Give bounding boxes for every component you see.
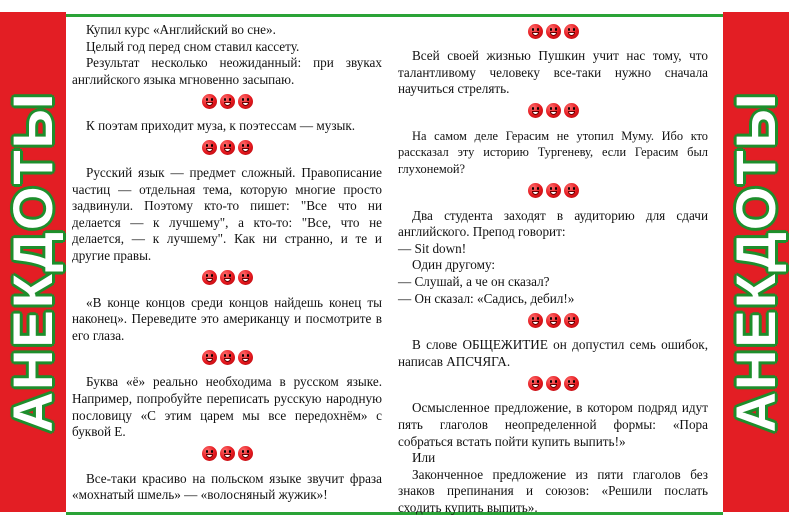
smiley-face-icon <box>220 270 235 285</box>
joke-text: К поэтам приходит муза, к поэтессам — музык. <box>86 118 356 134</box>
smiley-face-icon <box>238 270 253 285</box>
side-title-right: АНЕКДОТЫ <box>724 91 787 433</box>
joke-text: Осмысленное предложение, в котором подряд идут пять глаголов неопределенной формы: «Пора собраться встать пойти купить выпить!» <box>398 400 708 449</box>
smiley-separator <box>72 269 382 287</box>
smiley-face-icon <box>528 103 543 118</box>
smiley-face-icon <box>238 350 253 365</box>
smiley-face-icon <box>202 446 217 461</box>
smiley-face-icon <box>202 270 217 285</box>
joke-text: Все-таки красиво на польском языке звучит фраза «мохнатый шмель» — «волосняный жужик»! <box>72 470 382 503</box>
smiley-separator <box>398 102 708 120</box>
smiley-face-icon <box>546 103 561 118</box>
smiley-face-icon <box>546 183 561 198</box>
joke-text: Целый год перед сном ставил кассету. <box>86 38 300 54</box>
smiley-separator <box>398 374 708 392</box>
joke-text: Два студента заходят в аудиторию для сдачи английского. Препод говорит: <box>398 207 708 240</box>
smiley-separator <box>398 311 708 329</box>
smiley-separator <box>398 182 708 200</box>
smiley-face-icon <box>546 376 561 391</box>
smiley-face-icon <box>220 140 235 155</box>
smiley-face-icon <box>564 24 579 39</box>
right-side-banner <box>723 12 789 512</box>
smiley-face-icon <box>238 446 253 461</box>
top-green-line <box>66 14 723 17</box>
smiley-face-icon <box>564 103 579 118</box>
joke-text: Русский язык — предмет сложный. Правописание частиц — отдельная тема, которую многие просто задвинули. Поэтому кто-то пишет: "Все что ни делается — к лучшему", а кто-то: "Все, что не делается, — к лучшему". Как ни странно, и те и другие правы. <box>72 164 382 263</box>
smiley-separator <box>72 445 382 463</box>
smiley-face-icon <box>564 376 579 391</box>
smiley-face-icon <box>528 24 543 39</box>
joke-text: На самом деле Герасим не утопил Муму. Ибо кто рассказал эту историю Тургеневу, если Герасим был глухонемой? <box>398 128 708 176</box>
right-column <box>398 22 708 516</box>
smiley-face-icon <box>528 183 543 198</box>
joke-text: Всей своей жизнью Пушкин учит нас тому, что талантливому человеку все-таки нужно сначала научиться стрелять. <box>398 48 708 97</box>
smiley-separator <box>72 92 382 110</box>
smiley-face-icon <box>528 376 543 391</box>
smiley-face-icon <box>202 350 217 365</box>
smiley-face-icon <box>238 94 253 109</box>
joke-text: «В конце концов среди концов найдешь конец ты наконец». Переведите это американцу и посмотрите в его глаза. <box>72 294 382 343</box>
joke-text: Один другому: <box>412 257 496 273</box>
joke-text: — Он сказал: «Садись, дебил!» <box>398 290 575 306</box>
smiley-face-icon <box>546 24 561 39</box>
smiley-face-icon <box>564 313 579 328</box>
joke-text: Законченное предложение из пяти глаголов без знаков препинания и союзов: «Решили послать сходить купить выпить». <box>398 466 708 515</box>
smiley-separator <box>398 22 708 40</box>
side-title-left: АНЕКДОТЫ <box>1 91 64 433</box>
joke-text: В слове ОБЩЕЖИТИЕ он допустил семь ошибок, написав АПСЧЯГА. <box>398 337 708 369</box>
smiley-face-icon <box>220 350 235 365</box>
joke-text: Купил курс «Английский во сне». <box>86 22 276 37</box>
smiley-face-icon <box>220 94 235 109</box>
left-column <box>72 22 382 504</box>
joke-text: Результат несколько неожиданный: при звуках английского языка мгновенно засыпаю. <box>72 55 382 87</box>
smiley-face-icon <box>564 183 579 198</box>
smiley-face-icon <box>546 313 561 328</box>
left-side-banner <box>0 12 66 512</box>
smiley-face-icon <box>220 446 235 461</box>
smiley-face-icon <box>528 313 543 328</box>
smiley-face-icon <box>238 140 253 155</box>
joke-text: Или <box>412 450 436 466</box>
smiley-separator <box>72 139 382 157</box>
smiley-face-icon <box>202 94 217 109</box>
smiley-separator <box>72 348 382 366</box>
joke-text: — Слушай, а че он сказал? <box>398 273 550 289</box>
smiley-face-icon <box>202 140 217 155</box>
joke-text: Буква «ё» реально необходима в русском языке. Например, попробуйте переписать русскую народную пословицу «С этим царем мы все передохнём» с буквой Е. <box>72 374 382 440</box>
joke-text: — Sit down! <box>398 240 467 256</box>
